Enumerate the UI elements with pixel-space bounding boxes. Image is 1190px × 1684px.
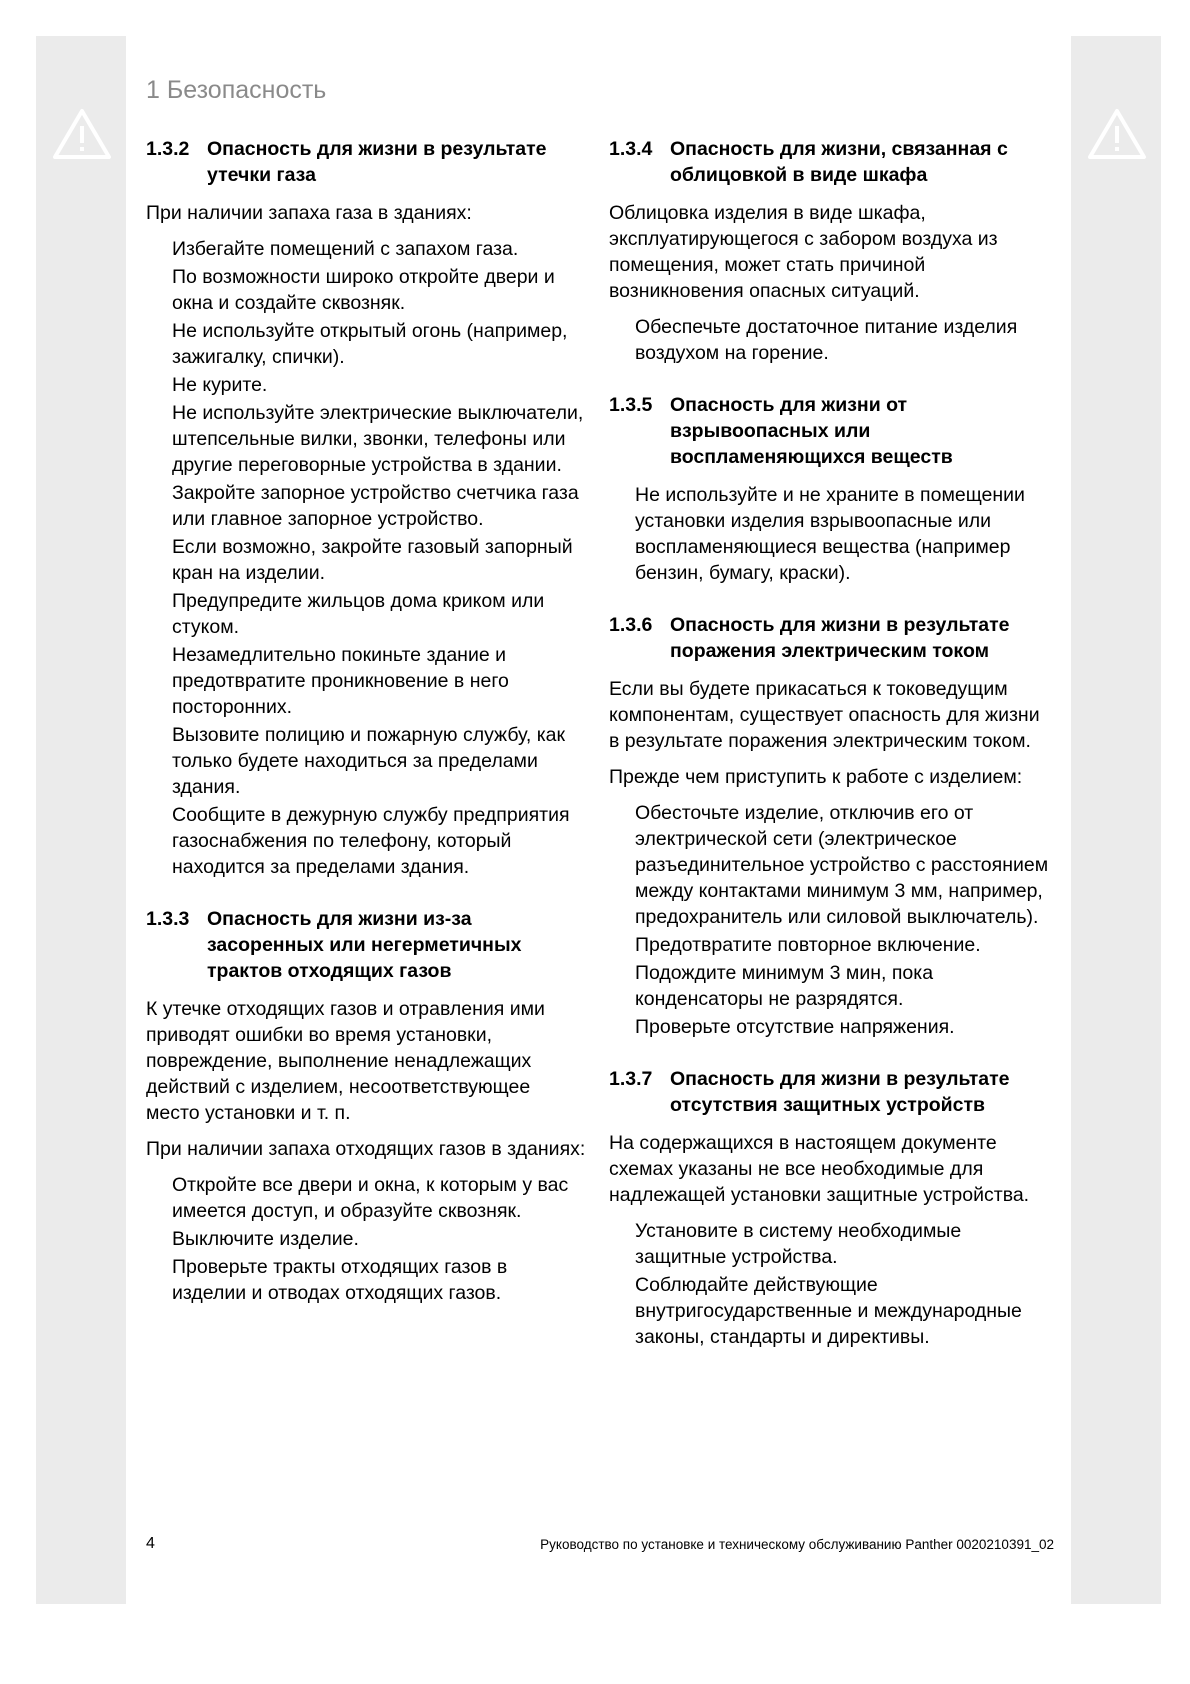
section-heading xyxy=(146,136,586,188)
list-item: Предупредите жильцов дома криком или стуком. xyxy=(172,590,545,638)
section-title: Опасность для жизни в результате утечки газа xyxy=(207,138,547,186)
paragraph: К утечке отходящих газов и отравления ими приводят ошибки во время установки, повреждение, выполнение ненадлежащих действий с изделием, несоответствующее место установки и т. п. xyxy=(146,998,545,1124)
list-item: Обеспечьте достаточное питание изделия воздухом на горение. xyxy=(635,316,1018,364)
instruction-list xyxy=(609,1218,1049,1350)
document-footer: Руководство по установке и техническому обслуживанию Panther 0020210391_02 xyxy=(540,1537,1054,1552)
section-heading xyxy=(609,1066,1049,1118)
list-item: Предотвратите повторное включение. xyxy=(635,934,981,956)
instruction-list xyxy=(609,314,1049,366)
section-1-3-5 xyxy=(609,392,1049,586)
list-item: Соблюдайте действующие внутригосударственные и международные законы, стандарты и директивы. xyxy=(635,1274,1022,1348)
list-item: Не используйте и не храните в помещении установки изделия взрывоопасные или воспламеняющиеся вещества (например бензин, бумагу, краски). xyxy=(635,484,1025,584)
section-title: Опасность для жизни, связанная с облицовкой в виде шкафа xyxy=(670,138,1008,186)
section-title: Опасность для жизни от взрывоопасных или воспламеняющихся веществ xyxy=(670,394,953,468)
section-number: 1.3.2 xyxy=(146,138,190,160)
right-column xyxy=(609,136,1049,1376)
list-item: Обесточьте изделие, отключив его от электрической сети (электрическое разъединительное устройство с расстоянием между контактами минимум 3 мм, например, предохранитель или силовой выключатель). xyxy=(635,802,1049,928)
section-number: 1.3.5 xyxy=(609,394,653,416)
section-1-3-6 xyxy=(609,612,1049,1040)
section-title: Опасность для жизни в результате отсутствия защитных устройств xyxy=(670,1068,1010,1116)
list-item: Подождите минимум 3 мин, пока конденсаторы не разрядятся. xyxy=(635,962,934,1010)
instruction-list xyxy=(146,236,586,880)
left-column xyxy=(146,136,586,1332)
section-1-3-3 xyxy=(146,906,586,1306)
list-item: Не используйте электрические выключатели, штепсельные вилки, звонки, телефоны или другие переговорные устройства в здании. xyxy=(172,402,584,476)
section-title: Опасность для жизни в результате поражения электрическим током xyxy=(670,614,1010,662)
section-title: Опасность для жизни из-за засоренных или негерметичных трактов отходящих газов xyxy=(207,908,522,982)
list-item: Установите в систему необходимые защитные устройства. xyxy=(635,1220,962,1268)
right-margin-band xyxy=(1071,36,1161,1604)
list-item: Избегайте помещений с запахом газа. xyxy=(172,238,519,260)
section-heading xyxy=(609,612,1049,664)
chapter-title: 1 Безопасность xyxy=(146,76,327,104)
section-1-3-7 xyxy=(609,1066,1049,1350)
instruction-list xyxy=(146,1172,586,1306)
section-number: 1.3.7 xyxy=(609,1068,653,1090)
list-item: Незамедлительно покиньте здание и предотвратите проникновение в него посторонних. xyxy=(172,644,509,718)
warning-triangle-icon xyxy=(52,108,112,160)
section-heading xyxy=(146,906,586,984)
list-item: Вызовите полицию и пожарную службу, как только будете находиться за пределами здания. xyxy=(172,724,566,798)
section-heading xyxy=(609,136,1049,188)
instruction-list xyxy=(609,800,1049,1040)
list-item: Не курите. xyxy=(172,374,268,396)
list-item: Сообщите в дежурную службу предприятия газоснабжения по телефону, который находится за пределами здания. xyxy=(172,804,570,878)
list-item: По возможности широко откройте двери и окна и создайте сквозняк. xyxy=(172,266,555,314)
list-item: Выключите изделие. xyxy=(172,1228,359,1250)
section-number: 1.3.6 xyxy=(609,614,653,636)
paragraph: При наличии запаха газа в зданиях: xyxy=(146,202,472,224)
paragraph: Если вы будете прикасаться к токоведущим компонентам, существует опасность для жизни в результате поражения электрическим током. xyxy=(609,678,1040,752)
warning-triangle-icon xyxy=(1087,108,1147,160)
left-margin-band xyxy=(36,36,126,1604)
paragraph: При наличии запаха отходящих газов в зданиях: xyxy=(146,1138,586,1160)
list-item: Закройте запорное устройство счетчика газа или главное запорное устройство. xyxy=(172,482,579,530)
section-number: 1.3.4 xyxy=(609,138,653,160)
paragraph: Прежде чем приступить к работе с изделием: xyxy=(609,766,1023,788)
instruction-list xyxy=(609,482,1049,586)
paragraph: Облицовка изделия в виде шкафа, эксплуатирующегося с забором воздуха из помещения, может стать причиной возникновения опасных ситуаций. xyxy=(609,202,998,302)
section-heading xyxy=(609,392,1049,470)
page-number: 4 xyxy=(146,1535,155,1552)
list-item: Не используйте открытый огонь (например, зажигалку, спички). xyxy=(172,320,568,368)
list-item: Если возможно, закройте газовый запорный кран на изделии. xyxy=(172,536,573,584)
paragraph: На содержащихся в настоящем документе схемах указаны не все необходимые для надлежащей установки защитные устройства. xyxy=(609,1132,1030,1206)
section-1-3-4 xyxy=(609,136,1049,366)
list-item: Проверьте отсутствие напряжения. xyxy=(635,1016,955,1038)
section-1-3-2 xyxy=(146,136,586,880)
section-number: 1.3.3 xyxy=(146,908,190,930)
list-item: Откройте все двери и окна, к которым у вас имеется доступ, и образуйте сквозняк. xyxy=(172,1174,569,1222)
list-item: Проверьте тракты отходящих газов в изделии и отводах отходящих газов. xyxy=(172,1256,508,1304)
